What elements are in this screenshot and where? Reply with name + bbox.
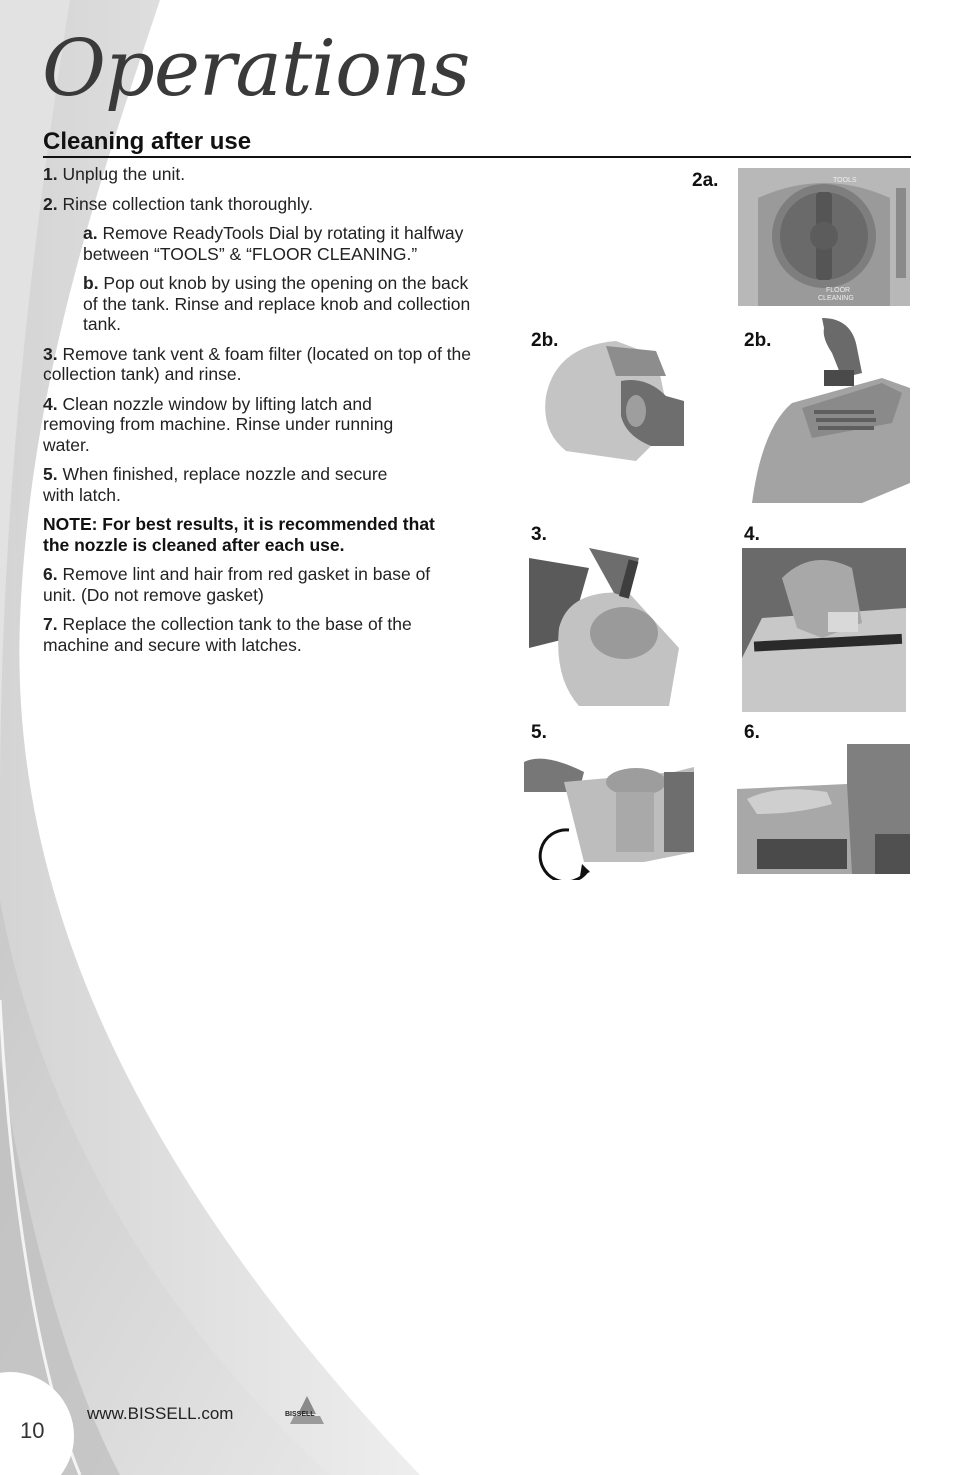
substep-item: a. Remove ReadyTools Dial by rotating it halfway between “TOOLS” & “FLOOR CLEANING.” <box>83 223 464 264</box>
substep-item: b. Pop out knob by using the opening on the back of the tank. Rinse and replace knob and collection tank. <box>83 273 471 334</box>
figure-label-2a: 2a. <box>692 170 719 191</box>
note-text: NOTE: For best results, it is recommended that the nozzle is cleaned after each use. <box>43 514 435 555</box>
website-link: www.BISSELL.com <box>87 1404 234 1423</box>
figure-label-5: 5. <box>531 722 547 743</box>
photo-tank-knob <box>536 336 684 466</box>
bissell-logo-mark <box>284 1394 330 1428</box>
photo-dial <box>738 168 910 306</box>
tank-filter-graphic <box>752 318 910 508</box>
gasket-graphic <box>737 744 910 874</box>
bissell-logo <box>284 1394 330 1428</box>
step-item: 1. Unplug the unit. <box>43 164 186 184</box>
page-number: 10 <box>20 1418 45 1443</box>
step-item: 7. Replace the collection tank to the base of the machine and secure with latches. <box>43 614 412 655</box>
figure-label-2b-right: 2b. <box>744 330 772 351</box>
nozzle-window-graphic <box>742 548 906 712</box>
dial-cleaning-text: CLEANING <box>818 295 854 302</box>
page-title: Operations <box>42 24 470 114</box>
photo-gasket <box>737 744 910 874</box>
figure-label-2b-left: 2b. <box>531 330 559 351</box>
step-item: 6. Remove lint and hair from red gasket in base of unit. (Do not remove gasket) <box>43 564 431 605</box>
logo-wordmark: BISSELL <box>285 1411 315 1418</box>
photo-nozzle-window <box>742 548 906 712</box>
figure-label-4: 4. <box>744 524 760 545</box>
section-heading: Cleaning after use <box>43 128 252 155</box>
step-item: 5. When finished, replace nozzle and secure with latch. <box>43 464 388 505</box>
section-rule <box>43 156 911 158</box>
dial-floor-text: FLOOR <box>826 287 851 294</box>
dial-tools-text: TOOLS <box>833 177 857 184</box>
photo-tank-filter <box>752 318 910 508</box>
figure-label-6: 6. <box>744 722 760 743</box>
figure-label-3: 3. <box>531 524 547 545</box>
step-item: 3. Remove tank vent & foam filter (located on top of the collection tank) and rinse. <box>43 343 472 384</box>
tank-vent-graphic <box>529 548 687 706</box>
replace-nozzle-graphic <box>524 752 694 880</box>
tank-knob-graphic <box>536 336 684 466</box>
dial-photo-graphic <box>738 168 910 306</box>
step-item: 4. Clean nozzle window by lifting latch and removing from machine. Rinse under running water. <box>43 393 394 455</box>
instruction-list <box>43 164 483 664</box>
photo-replace-nozzle <box>524 752 694 880</box>
photo-tank-vent <box>529 548 687 706</box>
step-item: 2. Rinse collection tank thoroughly. <box>43 193 314 214</box>
